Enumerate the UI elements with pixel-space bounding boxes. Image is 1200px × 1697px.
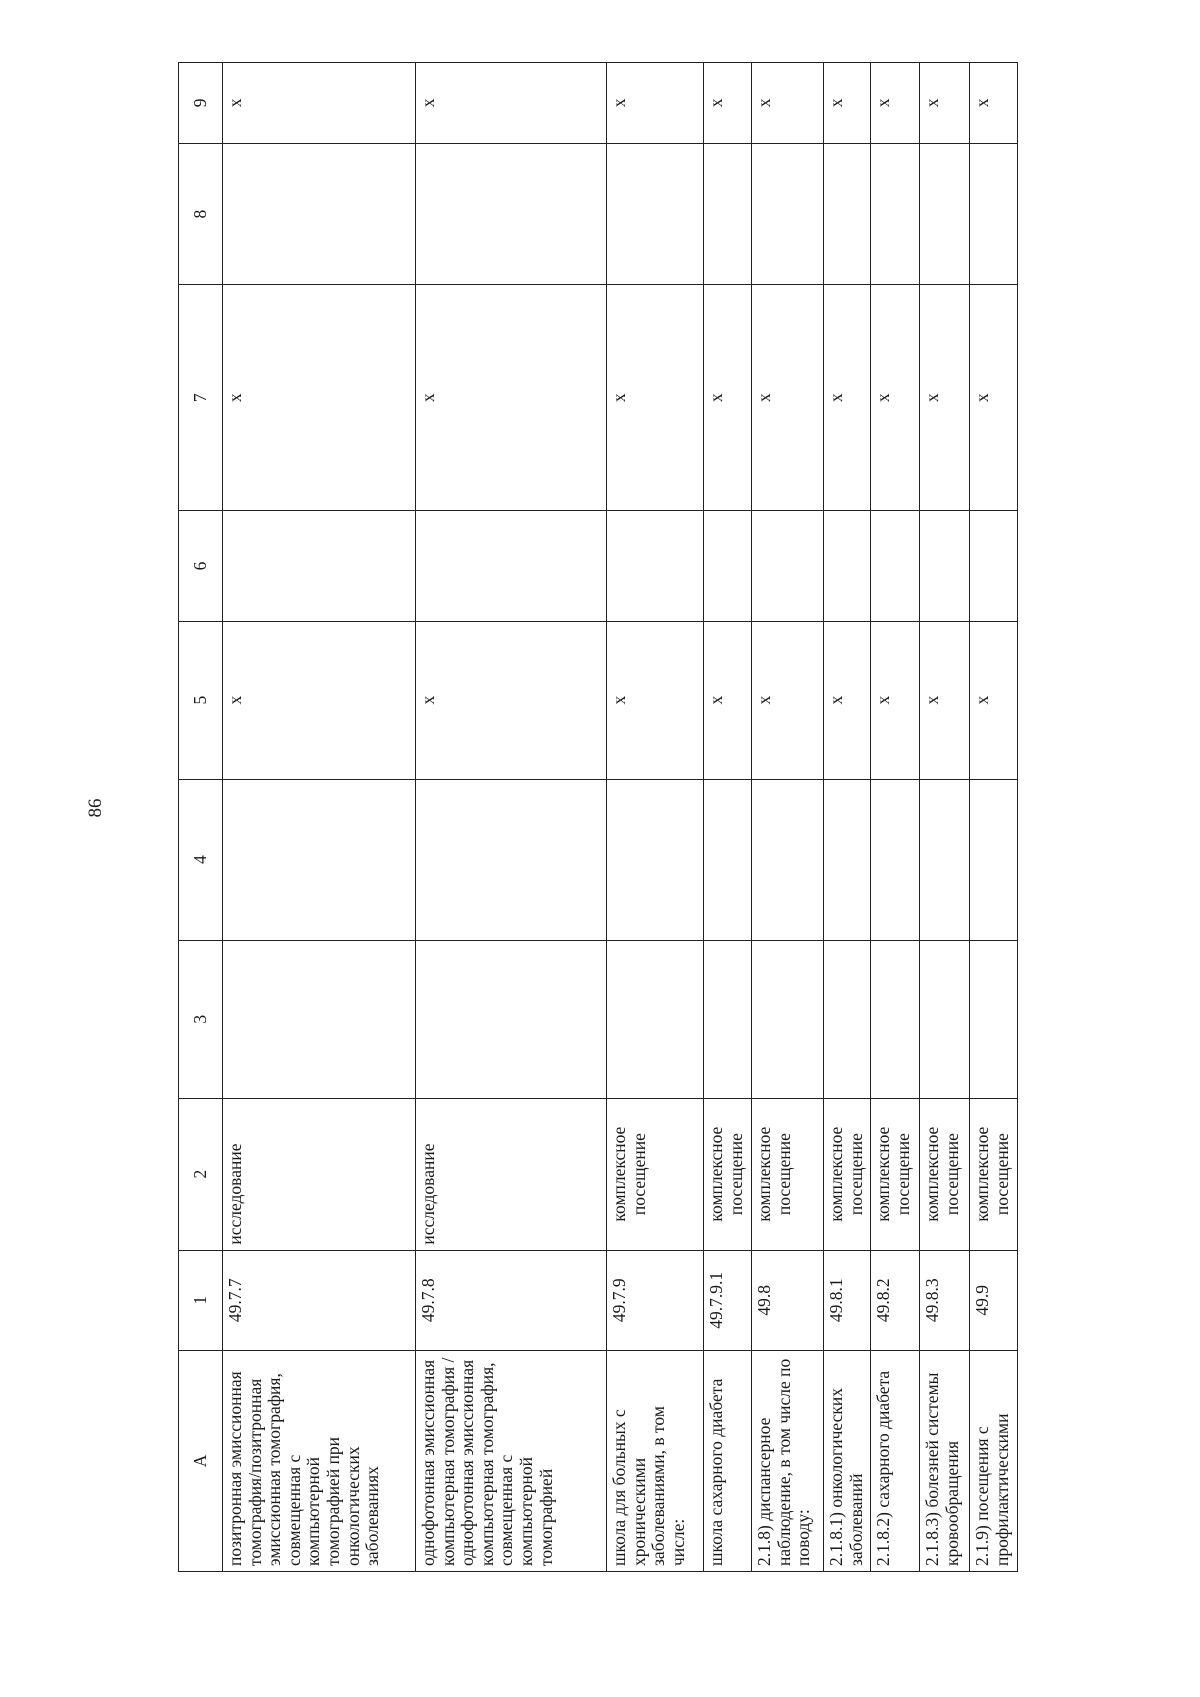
row-col8-cell bbox=[920, 143, 970, 285]
row-code-cell: 49.7.9.1 bbox=[704, 1250, 752, 1350]
row-col9-cell: x bbox=[824, 63, 871, 144]
row-col7-cell: x bbox=[871, 285, 920, 511]
row-col6-cell bbox=[416, 511, 607, 622]
row-col7-cell: x bbox=[704, 285, 752, 511]
row-col5-cell: x bbox=[871, 621, 920, 779]
row-unit-cell: комплексное посещение bbox=[871, 1098, 920, 1250]
row-col6-cell bbox=[871, 511, 920, 622]
row-unit-cell: исследование bbox=[223, 1098, 416, 1250]
row-col3-cell bbox=[607, 940, 704, 1098]
row-col6-cell bbox=[920, 511, 970, 622]
row-col9-cell: x bbox=[704, 63, 752, 144]
row-name-cell: 2.1.8.3) болезней системы кровообращения bbox=[920, 1350, 970, 1571]
row-unit-cell: комплексное посещение bbox=[752, 1098, 824, 1250]
row-col7-cell: x bbox=[752, 285, 824, 511]
header-cell-2: 2 bbox=[179, 1098, 223, 1250]
row-col9-cell: x bbox=[752, 63, 824, 144]
row-col3-cell bbox=[970, 940, 1018, 1098]
row-col4-cell bbox=[704, 779, 752, 940]
row-col6-cell bbox=[824, 511, 871, 622]
row-col7-cell: x bbox=[824, 285, 871, 511]
row-col8-cell bbox=[871, 143, 920, 285]
row-code-cell: 49.9 bbox=[970, 1250, 1018, 1350]
row-col8-cell bbox=[970, 143, 1018, 285]
row-col9-cell: x bbox=[970, 63, 1018, 144]
row-col3-cell bbox=[752, 940, 824, 1098]
row-name-cell: однофотонная эмиссионная компьютерная томография / однофотонная эмиссионная компьютерная томография, совмещенная с компьютерной томографией bbox=[416, 1350, 607, 1571]
row-col5-cell: x bbox=[416, 621, 607, 779]
row-code-cell: 49.7.7 bbox=[223, 1250, 416, 1350]
row-unit-cell: комплексное посещение bbox=[704, 1098, 752, 1250]
row-col4-cell bbox=[824, 779, 871, 940]
row-col3-cell bbox=[416, 940, 607, 1098]
row-name-cell: позитронная эмиссионная томография/позитронная эмиссионная томография, совмещенная с компьютерной томографией при онкологических заболеваниях bbox=[223, 1350, 416, 1571]
table-row bbox=[970, 63, 1018, 1572]
row-col6-cell bbox=[223, 511, 416, 622]
header-cell-8: 8 bbox=[179, 143, 223, 285]
row-col6-cell bbox=[970, 511, 1018, 622]
row-code-cell: 49.8 bbox=[752, 1250, 824, 1350]
table-row bbox=[824, 63, 871, 1572]
row-col8-cell bbox=[752, 143, 824, 285]
table-row bbox=[920, 63, 970, 1572]
row-col9-cell: x bbox=[871, 63, 920, 144]
data-table bbox=[178, 62, 1018, 1572]
row-col5-cell: x bbox=[752, 621, 824, 779]
row-col9-cell: x bbox=[416, 63, 607, 144]
row-col3-cell bbox=[920, 940, 970, 1098]
row-col5-cell: x bbox=[824, 621, 871, 779]
row-col6-cell bbox=[704, 511, 752, 622]
table-row bbox=[704, 63, 752, 1572]
header-cell-5: 5 bbox=[179, 621, 223, 779]
row-col7-cell: x bbox=[607, 285, 704, 511]
row-col4-cell bbox=[752, 779, 824, 940]
row-name-cell: 2.1.9) посещения с профилактическими bbox=[970, 1350, 1018, 1571]
row-col4-cell bbox=[871, 779, 920, 940]
header-cell-3: 3 bbox=[179, 940, 223, 1098]
row-col8-cell bbox=[223, 143, 416, 285]
row-col6-cell bbox=[607, 511, 704, 622]
row-col4-cell bbox=[607, 779, 704, 940]
row-col4-cell bbox=[970, 779, 1018, 940]
row-col7-cell: x bbox=[920, 285, 970, 511]
table-row bbox=[223, 63, 416, 1572]
table-row bbox=[607, 63, 704, 1572]
row-col5-cell: x bbox=[704, 621, 752, 779]
row-code-cell: 49.8.2 bbox=[871, 1250, 920, 1350]
row-code-cell: 49.8.1 bbox=[824, 1250, 871, 1350]
row-col8-cell bbox=[416, 143, 607, 285]
row-col4-cell bbox=[416, 779, 607, 940]
row-code-cell: 49.8.3 bbox=[920, 1250, 970, 1350]
row-col5-cell: x bbox=[223, 621, 416, 779]
row-col6-cell bbox=[752, 511, 824, 622]
row-col9-cell: x bbox=[223, 63, 416, 144]
table-row bbox=[416, 63, 607, 1572]
row-name-cell: школа сахарного диабета bbox=[704, 1350, 752, 1571]
header-cell-1: 1 bbox=[179, 1250, 223, 1350]
row-col3-cell bbox=[223, 940, 416, 1098]
row-name-cell: 2.1.8) диспансерное наблюдение, в том числе по поводу: bbox=[752, 1350, 824, 1571]
row-col9-cell: x bbox=[607, 63, 704, 144]
header-row bbox=[179, 63, 223, 1572]
header-cell-a: A bbox=[179, 1350, 223, 1571]
row-col5-cell: x bbox=[970, 621, 1018, 779]
row-code-cell: 49.7.8 bbox=[416, 1250, 607, 1350]
row-col9-cell: x bbox=[920, 63, 970, 144]
rotated-table-frame bbox=[178, 62, 1058, 1572]
row-unit-cell: исследование bbox=[416, 1098, 607, 1250]
row-code-cell: 49.7.9 bbox=[607, 1250, 704, 1350]
row-name-cell: 2.1.8.1) онкологических заболеваний bbox=[824, 1350, 871, 1571]
row-col8-cell bbox=[704, 143, 752, 285]
row-col7-cell: x bbox=[416, 285, 607, 511]
header-cell-7: 7 bbox=[179, 285, 223, 511]
page-number: 86 bbox=[85, 798, 106, 818]
table-row bbox=[752, 63, 824, 1572]
header-cell-6: 6 bbox=[179, 511, 223, 622]
row-col3-cell bbox=[704, 940, 752, 1098]
row-col7-cell: x bbox=[970, 285, 1018, 511]
table-row bbox=[871, 63, 920, 1572]
header-cell-9: 9 bbox=[179, 63, 223, 144]
row-unit-cell: комплексное посещение bbox=[970, 1098, 1018, 1250]
row-unit-cell: комплексное посещение bbox=[607, 1098, 704, 1250]
row-col8-cell bbox=[824, 143, 871, 285]
row-col5-cell: x bbox=[607, 621, 704, 779]
header-cell-4: 4 bbox=[179, 779, 223, 940]
row-col4-cell bbox=[223, 779, 416, 940]
row-col3-cell bbox=[871, 940, 920, 1098]
row-name-cell: 2.1.8.2) сахарного диабета bbox=[871, 1350, 920, 1571]
row-col8-cell bbox=[607, 143, 704, 285]
row-col4-cell bbox=[920, 779, 970, 940]
row-col5-cell: x bbox=[920, 621, 970, 779]
row-unit-cell: комплексное посещение bbox=[824, 1098, 871, 1250]
row-col7-cell: x bbox=[223, 285, 416, 511]
row-col3-cell bbox=[824, 940, 871, 1098]
row-unit-cell: комплексное посещение bbox=[920, 1098, 970, 1250]
row-name-cell: школа для больных с хроническими заболеваниями, в том числе: bbox=[607, 1350, 704, 1571]
